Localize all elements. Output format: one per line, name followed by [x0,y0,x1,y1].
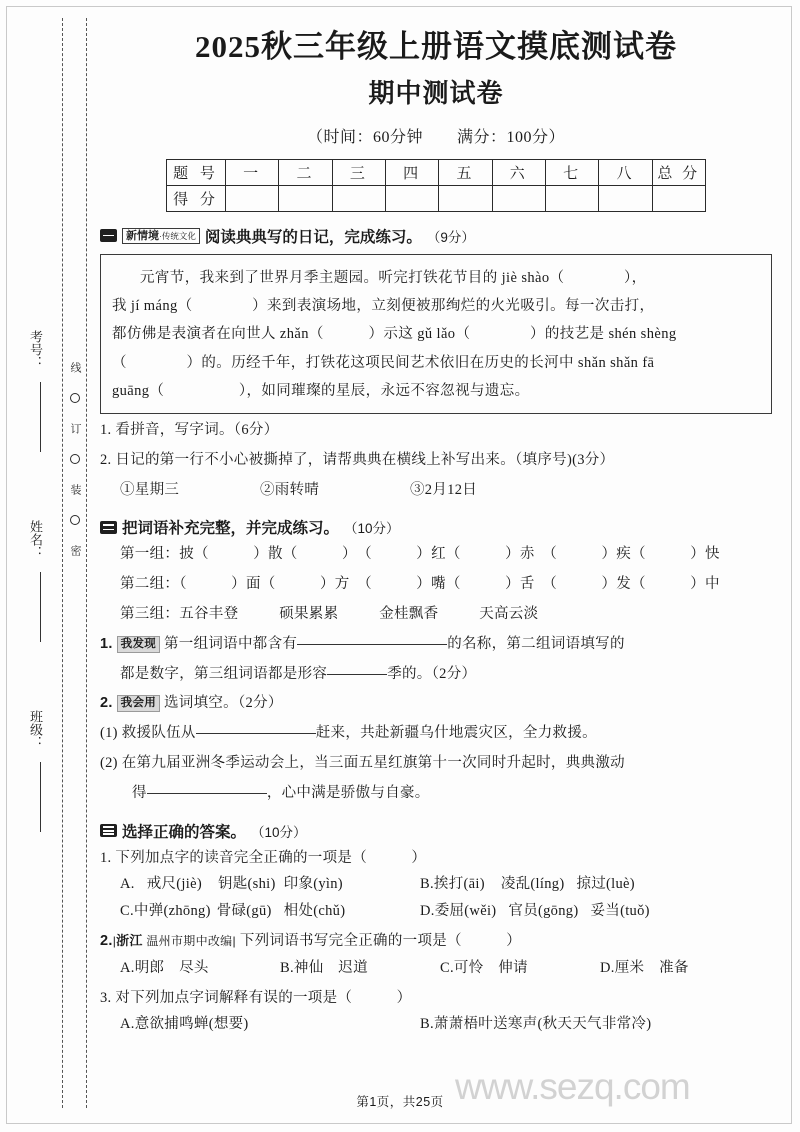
passage-line-1: 元宵节，我来到了世界月季主题园。听完打铁花节目的 jiè shào（ ）， [140,269,647,286]
section-heading-2 [100,516,772,538]
question-3-2-text: 下列词语书写完全正确的一项是（ ） [239,933,522,950]
option-3-2-B[interactable]: B.神仙 迟道 [280,959,368,976]
word-group-3-item-3: 金桂飘香 [379,606,439,623]
score-blank-4[interactable] [385,185,438,211]
word-group-3 [100,602,772,628]
word-group-3-label: 第三组： [120,606,180,623]
question-2-1-text-b: 的名称，第二组词语填写的 [447,635,625,652]
seal-dot-1 [70,393,80,403]
answer-blank-2-2-1[interactable] [196,733,316,734]
option-3-3-B[interactable]: B.萧萧梧叶送寒声(秋天天气非常冷) [420,1016,652,1033]
score-cell-q2: 二 [279,159,332,185]
score-blank-5[interactable] [439,185,492,211]
option-3-3-A[interactable]: A.意欲捕鸣蝉(想要) [120,1016,249,1033]
score-blank-1[interactable] [226,185,279,211]
question-2-2-item-1-b: 赶来，共赴新疆乌什地震灾区，全力救援。 [315,725,597,742]
passage-line-3: 都仿佛是表演者在向世人 zhǎn（ ）示这 gǔ lǎo（ ）的技艺是 shén shèng [112,326,677,343]
section-number-icon-3 [100,824,117,837]
score-blank-total[interactable] [652,185,705,211]
score-blank-6[interactable] [492,185,545,211]
section-heading-1 [100,225,772,247]
score-cell-q1: 一 [226,159,279,185]
badge-i-can-use: 我会用 [117,695,160,712]
seal-glyph-xian: 线 [69,362,81,373]
score-cell-q7: 七 [545,159,598,185]
field-line-kaohao [40,382,41,452]
score-cell-q5: 五 [439,159,492,185]
question-2-2-item-1-a: (1) 救援队伍从 [100,725,196,742]
question-3-2 [100,929,772,955]
badge-province-source: |浙江 温州市期中改编| [112,933,236,949]
passage-line-4: （ ）的。历经千年，打铁花这项民间艺术依旧在历史的长河中 shǎn shǎn fā [112,354,655,371]
question-2-1-number: 1. [100,635,113,652]
question-3-3: 3. 对下列加点字词解释有误的一项是（ ） [100,989,412,1006]
seal-dot-3 [70,515,80,525]
score-blank-2[interactable] [279,185,332,211]
score-table-head-2: 得 分 [167,185,226,211]
section-heading-3 [100,820,772,842]
question-2-2-number: 2. [100,695,113,712]
answer-blank-2-1-b[interactable] [327,674,387,675]
option-1-2-c[interactable]: ③2月12日 [410,481,478,498]
table-row-scores [167,185,706,211]
section-number-icon-1 [100,229,117,242]
score-cell-q4: 四 [385,159,438,185]
word-group-1-label: 第一组： [120,546,180,563]
exam-time: （时间：60分钟 [306,128,423,146]
table-row-question-numbers [167,159,706,185]
field-label-kaohao: 考号： [28,330,43,369]
score-cell-q8: 八 [599,159,652,185]
field-label-xingming: 姓名： [28,520,43,559]
badge-new-context: 新情境·传统文化 [122,228,200,244]
question-3-2-number: 2. [100,933,113,950]
passage-line-5: guāng（ ），如同璀璨的星辰，永远不容忽视与遗忘。 [112,382,530,399]
word-group-3-item-4: 天高云淡 [479,606,539,623]
exam-meta [100,124,772,147]
option-1-2-a[interactable]: ①星期三 [120,481,180,498]
field-label-banji: 班级： [28,710,43,749]
option-3-2-A[interactable]: A.明郎 尽头 [120,959,209,976]
question-2-2-item-1 [100,721,772,747]
answer-blank-2-1-a[interactable] [297,644,447,645]
score-cell-q6: 六 [492,159,545,185]
field-line-xingming [40,572,41,642]
seal-glyph-zhuang: 装 [69,484,81,495]
question-2-1-text-d: 季的。（2分） [387,665,477,682]
word-group-1-items[interactable]: 披（ ）散（ ） （ ）红（ ）赤 （ ）疾（ ）快 [179,546,720,563]
section-points-2: （10分） [344,521,400,537]
question-2-2-item-2-c: ，心中满是骄傲与自豪。 [266,784,430,801]
question-3-1-options-row-2 [100,899,772,925]
option-1-2-b[interactable]: ②雨转晴 [260,481,320,498]
question-2-2-item-2 [100,751,772,777]
seal-glyph-ding: 订 [69,423,81,434]
word-group-2 [100,572,772,598]
page-subtitle: 期中测试卷 [368,78,504,108]
section-title-3: 选择正确的答案。 [122,823,247,841]
question-2-1-line2 [100,662,772,688]
word-group-3-item-1: 五谷丰登 [179,606,239,623]
seal-dot-2 [70,454,80,464]
binding-rail-right [86,18,87,1108]
question-1-2-options [100,478,772,504]
seal-line-column [66,352,84,566]
option-3-1-B[interactable]: B.挨打(āi) 凌乱(líng) 掠过(luè) [420,876,635,893]
paper-content [100,28,772,1038]
word-group-2-items[interactable]: （ ）面（ ）方 （ ）嘴（ ）舌 （ ）发（ ）中 [179,576,720,593]
option-3-1-C[interactable]: C.中弹(zhōng) 骨碌(gū) 相处(chǔ) [120,903,346,920]
question-2-2-text: 选词填空。（2分） [163,695,283,712]
question-2-2-item-2-a: (2) 在第九届亚洲冬季运动会上，当三面五星红旗第十一次同时升起时，典典激动 [100,755,625,772]
score-blank-8[interactable] [599,185,652,211]
question-2-1-text-c: 都是数字，第三组词语都是形容 [120,665,328,682]
score-cell-q3: 三 [332,159,385,185]
question-1-1: 1. 看拼音，写字词。（6分） [100,422,279,439]
question-3-3-options [100,1012,772,1038]
question-3-1: 1. 下列加点字的读音完全正确的一项是（ ） [100,849,427,866]
option-3-2-C[interactable]: C.可怜 伸请 [440,959,528,976]
question-3-1-options-row-1 [100,872,772,898]
question-1-2: 2. 日记的第一行不小心被撕掉了，请帮典典在横线上补写出来。（填序号)(3分） [100,451,615,468]
reading-passage-box [100,254,772,414]
score-table [166,159,706,212]
question-2-1-text-a: 第一组词语中都含有 [163,635,298,652]
answer-blank-2-2-2[interactable] [147,793,267,794]
page-title: 2025秋三年级上册语文摸底测试卷 [195,29,677,64]
section-title-2: 把词语补充完整，并完成练习。 [122,520,340,538]
page-footer: 第1页，共25页 [356,1095,444,1109]
section-number-icon-2 [100,521,117,534]
field-line-banji [40,762,41,832]
badge-i-discovered: 我发现 [117,636,160,653]
question-3-2-options [100,956,772,982]
option-3-2-D[interactable]: D.厘米 准备 [600,959,689,976]
section-title-1: 阅读典典写的日记，完成练习。 [204,228,422,246]
binding-rail-left [62,18,63,1108]
word-group-2-label: 第二组： [120,576,180,593]
score-blank-3[interactable] [332,185,385,211]
question-2-2-item-2-line2 [100,781,772,807]
option-3-1-D[interactable]: D.委屈(wěi) 官员(gōng) 妥当(tuǒ) [420,903,650,920]
section-points-3: （10分） [251,824,307,840]
question-2-2-item-2-b: 得 [132,784,147,801]
question-2-1 [100,632,772,658]
question-2-2 [100,691,772,717]
section-points-1: （9分） [426,229,475,245]
score-cell-total: 总 分 [652,159,705,185]
site-watermark: www.sezq.com [455,1066,690,1107]
exam-total-score: 满分：100分） [457,128,566,146]
score-table-head-1: 题 号 [167,159,226,185]
score-blank-7[interactable] [545,185,598,211]
passage-line-2: 我 jí máng（ ）来到表演场地，立刻便被那绚烂的火光吸引。每一次击打， [112,298,655,315]
seal-glyph-mi: 密 [69,545,81,556]
word-group-1 [100,542,772,568]
option-3-1-A[interactable]: A. 戒尺(jiè) 钥匙(shi) 印象(yìn) [120,876,343,893]
word-group-3-item-2: 硕果累累 [279,606,339,623]
